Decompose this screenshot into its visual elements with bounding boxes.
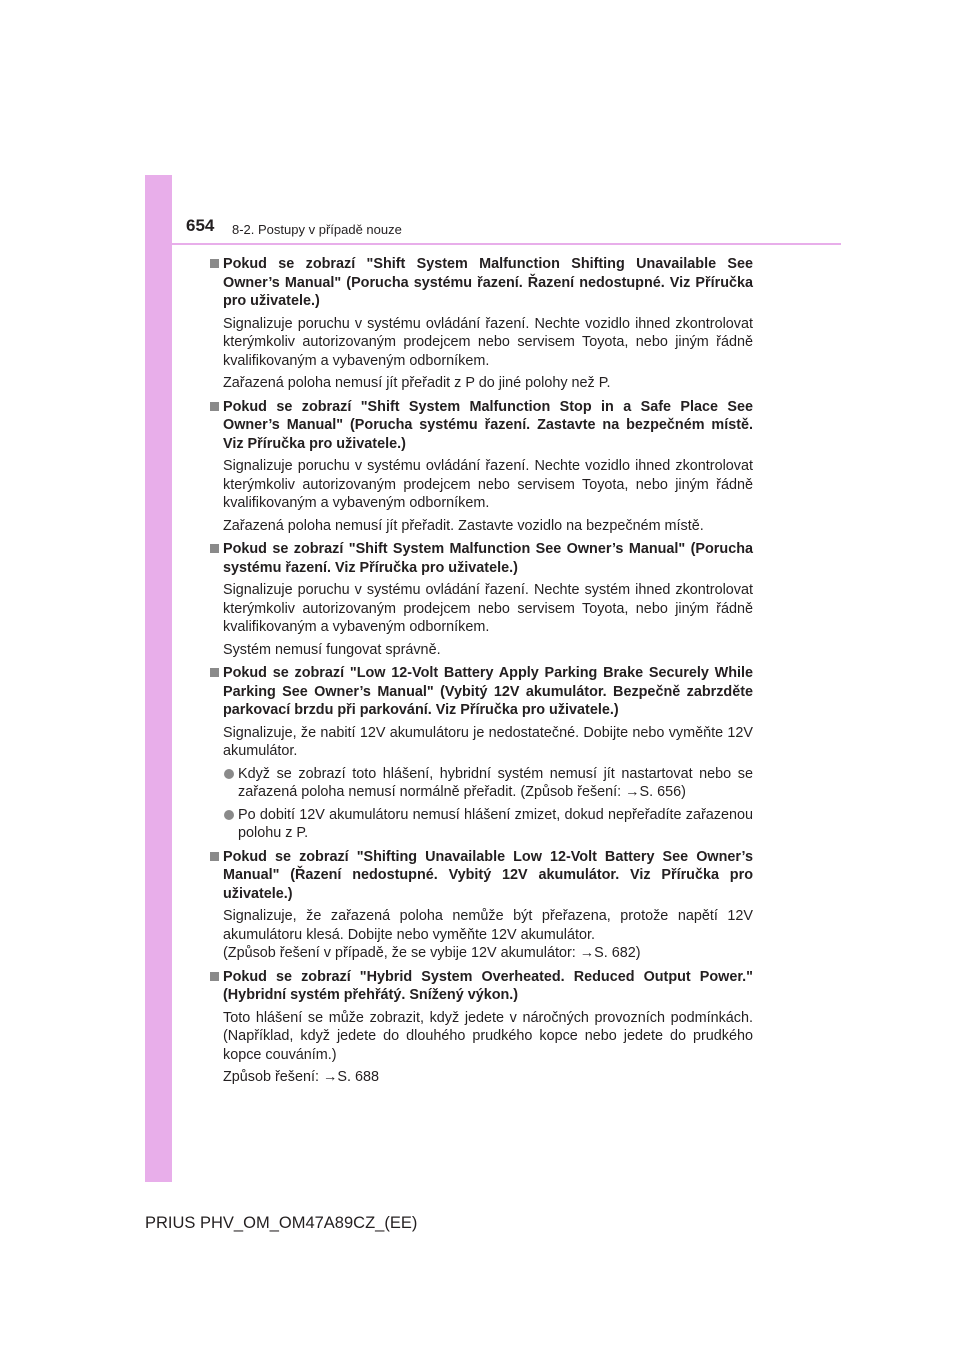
section-paragraph: Signalizuje, že zařazená poloha nemůže být přeřazena, protože napětí 12V akumulátoru klesá. Dobijte nebo vyměňte 12V akumulátor.: [223, 908, 753, 943]
list-item: [223, 806, 753, 843]
section-title: Pokud se zobrazí "Shift System Malfunction Stop in a Safe Place See Owner’s Manual" (Porucha systému řazení. Zastavte na bezpečném místě. Viz Příručka pro uživatele.): [223, 398, 753, 452]
section-paragraph: Toto hlášení se může zobrazit, když jedete v náročných provozních podmínkách. (Například, když jedete do dlouhého prudkého kopce nebo jedete do prudkého kopce couváním.): [223, 1009, 753, 1063]
section-paragraph: Způsob řešení: →S. 688: [223, 1069, 379, 1085]
circle-bullet-icon: [224, 769, 234, 779]
section-shift-malfunction: [210, 540, 753, 659]
section-title: Pokud se zobrazí "Shift System Malfunction See Owner’s Manual" (Porucha systému řazení. Viz Příručka pro uživatele.): [223, 541, 753, 576]
document-code-footer: PRIUS PHV_OM_OM47A89CZ_(EE): [145, 1214, 418, 1232]
section-shift-malfunction-stop: [210, 398, 753, 536]
section-low-battery-parking: [210, 664, 753, 843]
section-hybrid-overheated: [210, 968, 753, 1087]
page-content: [210, 255, 753, 1092]
section-title: Pokud se zobrazí "Hybrid System Overheated. Reduced Output Power." (Hybridní systém přehřátý. Snížený výkon.): [223, 968, 753, 1003]
list-item-text: Když se zobrazí toto hlášení, hybridní systém nemusí jít nastartovat nebo se zařazená poloha nemusí normálně přeřadit. (Způsob řešení: →S. 656): [238, 765, 753, 800]
chapter-title: 8-2. Postupy v případě nouze: [232, 222, 402, 237]
square-bullet-icon: [210, 668, 219, 677]
section-paragraph: Systém nemusí fungovat správně.: [223, 641, 441, 658]
section-paragraph: Signalizuje poruchu v systému ovládání řazení. Nechte systém ihned zkontrolovat kterýmkoliv autorizovaným prodejcem nebo servisem Toyota, nebo jiným řádně kvalifikovaným a vybaveným odborníkem.: [223, 582, 753, 635]
section-title: Pokud se zobrazí "Shift System Malfunction Shifting Unavailable See Owner’s Manual" (Porucha systému řazení. Řazení nedostupné. Viz Příručka pro uživatele.): [223, 256, 753, 309]
square-bullet-icon: [210, 402, 219, 411]
section-paragraph: Signalizuje poruchu v systému ovládání řazení. Nechte vozidlo ihned zkontrolovat kterýmkoliv autorizovaným prodejcem nebo servisem Toyota, nebo jiným řádně kvalifikovaným a vybaveným odborníkem.: [223, 315, 753, 369]
section-title: Pokud se zobrazí "Low 12-Volt Battery Apply Parking Brake Securely While Parking See Owner’s Manual" (Vybitý 12V akumulátor. Bezpečně zabrzděte parkovací brzdu při parkování. Viz Příručka pro uživatele.): [223, 665, 753, 718]
section-paragraph: Zařazená poloha nemusí jít přeřadit z P do jiné polohy než P.: [223, 375, 611, 391]
square-bullet-icon: [210, 852, 219, 861]
chapter-sidebar-tab: [145, 175, 172, 1182]
square-bullet-icon: [210, 972, 219, 981]
section-note: (Způsob řešení v případě, že se vybije 12V akumulátor: →S. 682): [223, 945, 641, 961]
section-shift-malfunction-unavailable: [210, 255, 753, 393]
section-paragraph: Signalizuje, že nabití 12V akumulátoru je nedostatečné. Dobijte nebo vyměňte 12V akumulátor.: [223, 724, 753, 759]
list-item-text: Po dobití 12V akumulátoru nemusí hlášení zmizet, dokud nepřeřadíte zařazenou polohu z P.: [238, 806, 753, 841]
section-title: Pokud se zobrazí "Shifting Unavailable Low 12-Volt Battery See Owner’s Manual" (Řazení nedostupné. Vybitý 12V akumulátor. Viz Příručka pro uživatele.): [223, 848, 753, 902]
circle-bullet-icon: [224, 810, 234, 820]
section-paragraph: Signalizuje poruchu v systému ovládání řazení. Nechte vozidlo ihned zkontrolovat kterýmkoliv autorizovaným prodejcem nebo servisem Toyota, nebo jiným řádně kvalifikovaným a vybaveným odborníkem.: [223, 458, 753, 511]
list-item: [223, 765, 753, 802]
page-number: 654: [186, 216, 215, 235]
header-divider: [172, 243, 841, 245]
square-bullet-icon: [210, 259, 219, 268]
section-shifting-unavailable-low-battery: [210, 848, 753, 963]
square-bullet-icon: [210, 544, 219, 553]
section-paragraph: Zařazená poloha nemusí jít přeřadit. Zastavte vozidlo na bezpečném místě.: [223, 517, 704, 534]
